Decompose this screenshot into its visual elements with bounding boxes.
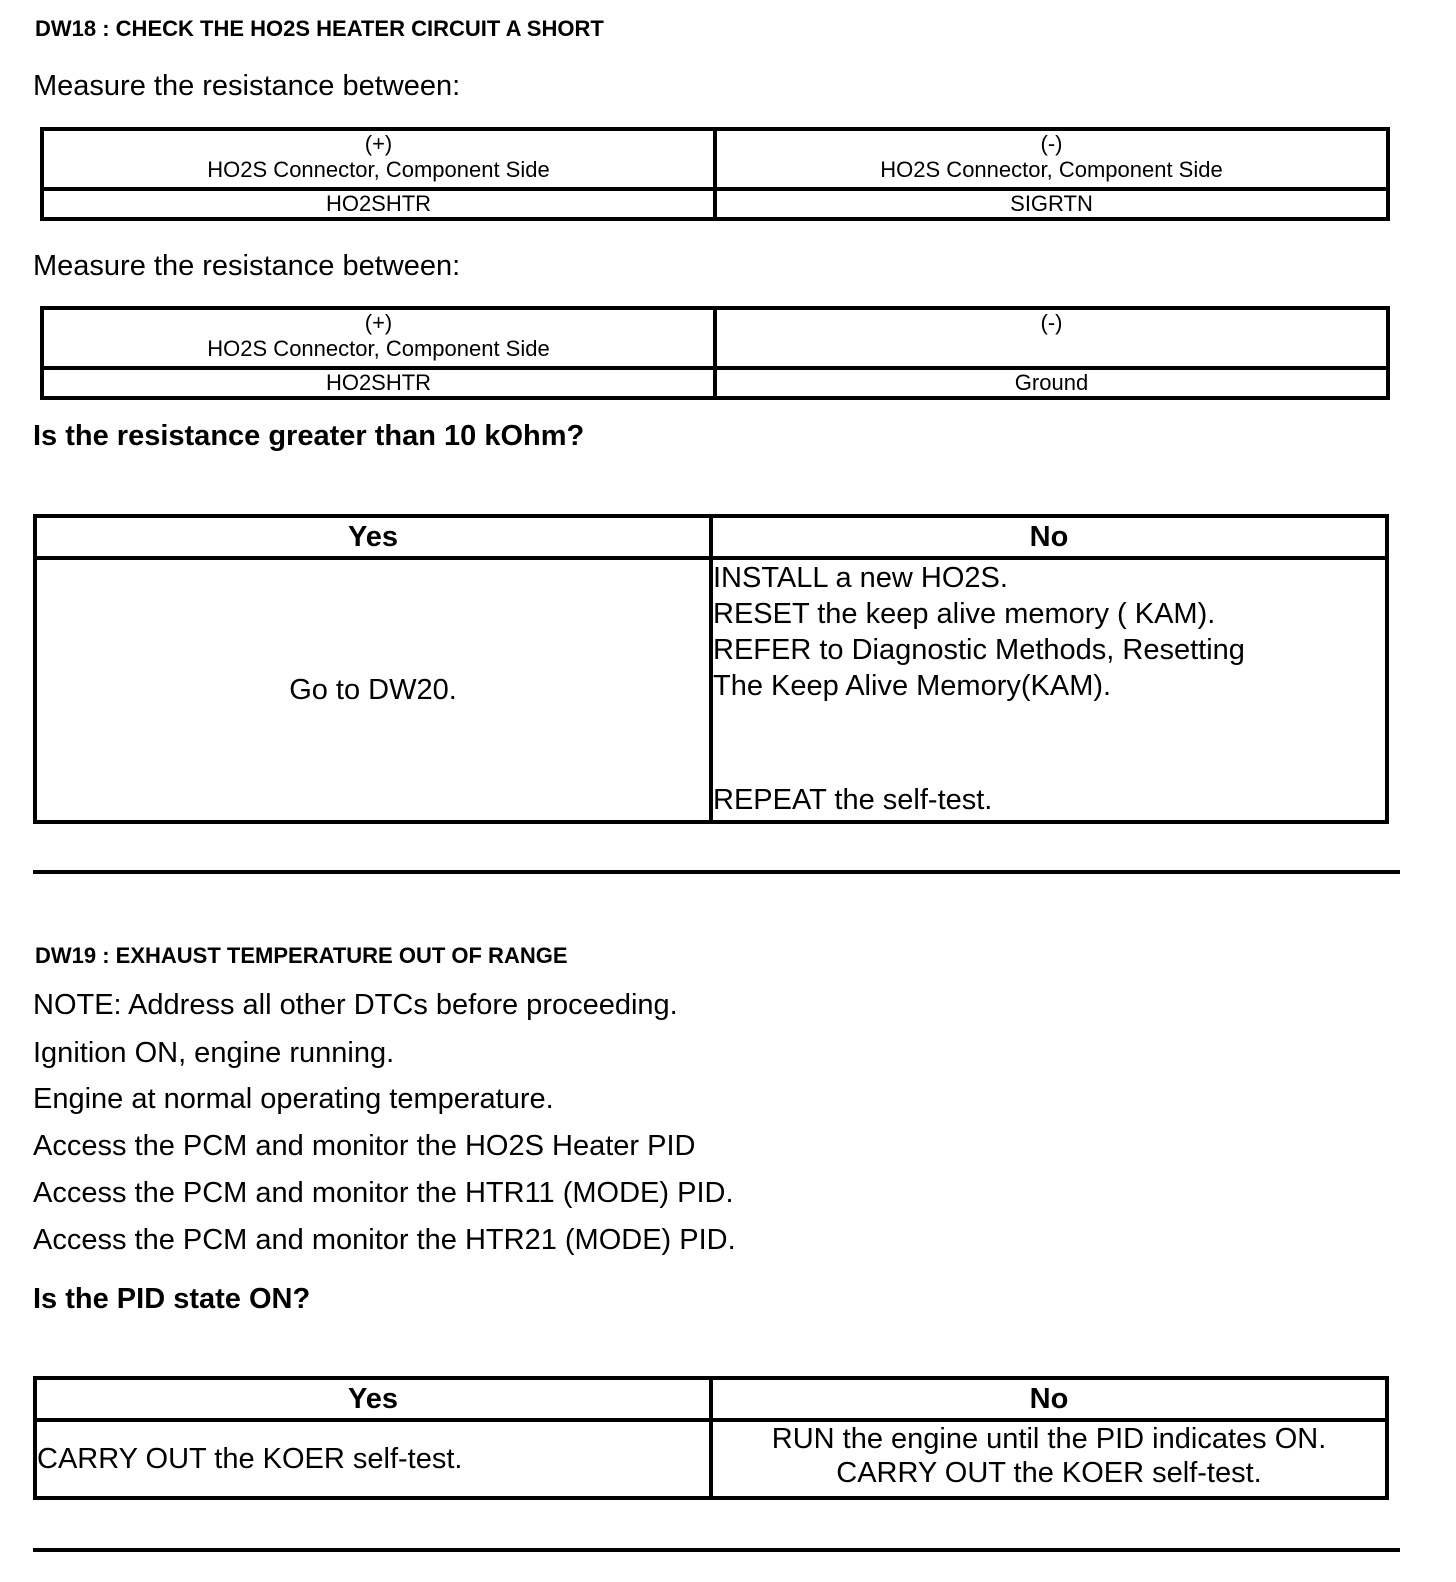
- dw19-title: DW19 : EXHAUST TEMPERATURE OUT OF RANGE: [35, 943, 568, 968]
- dw19-line: Engine at normal operating temperature.: [33, 1083, 554, 1115]
- no-cell: [711, 558, 1387, 822]
- dw19-line: Access the PCM and monitor the HTR11 (MODE) PID.: [33, 1177, 734, 1209]
- plus-cell: [42, 308, 715, 368]
- section-divider: [33, 870, 1400, 874]
- yes-header: Yes: [35, 1378, 711, 1420]
- plus-pin: HO2SHTR: [42, 368, 715, 398]
- no-line: RUN the engine until the PID indicates ON.: [771, 1423, 1327, 1455]
- no-cell: [711, 1420, 1387, 1498]
- section-divider: [33, 1548, 1400, 1552]
- dw19-line: Access the PCM and monitor the HTR21 (MODE) PID.: [33, 1224, 736, 1256]
- no-header: No: [711, 1378, 1387, 1420]
- no-line: REFER to Diagnostic Methods, Resetting: [713, 634, 1245, 666]
- dw18-question: Is the resistance greater than 10 kOhm?: [33, 420, 585, 452]
- minus-sign: (-): [1040, 310, 1063, 335]
- plus-label: HO2S Connector, Component Side: [207, 157, 550, 182]
- dw19-result-table: [33, 1376, 1389, 1500]
- measurement-table-2: [40, 306, 1390, 400]
- measure-instruction-2: Measure the resistance between:: [33, 250, 461, 282]
- minus-sign: (-): [1040, 131, 1063, 156]
- measure-instruction-1: Measure the resistance between:: [33, 70, 461, 102]
- yes-header: Yes: [35, 516, 711, 558]
- dw19-line: Ignition ON, engine running.: [33, 1037, 395, 1069]
- minus-pin: SIGRTN: [715, 189, 1388, 219]
- minus-label: HO2S Connector, Component Side: [880, 157, 1223, 182]
- yes-cell: CARRY OUT the KOER self-test.: [35, 1420, 711, 1498]
- no-line: The Keep Alive Memory(KAM).: [713, 670, 1112, 702]
- minus-pin: Ground: [715, 368, 1388, 398]
- measurement-table-1: [40, 127, 1390, 221]
- minus-cell: [715, 308, 1388, 368]
- plus-label: HO2S Connector, Component Side: [207, 336, 550, 361]
- no-line: RESET the keep alive memory ( KAM).: [713, 598, 1216, 630]
- no-header: No: [711, 516, 1387, 558]
- yes-cell: Go to DW20.: [35, 558, 711, 822]
- dw18-result-table: [33, 514, 1389, 824]
- no-line: REPEAT the self-test.: [713, 784, 993, 816]
- no-line: INSTALL a new HO2S.: [713, 562, 1008, 594]
- plus-pin: HO2SHTR: [42, 189, 715, 219]
- dw19-question: Is the PID state ON?: [33, 1283, 311, 1315]
- dw18-title: DW18 : CHECK THE HO2S HEATER CIRCUIT A SHORT: [35, 16, 604, 41]
- plus-sign: (+): [364, 131, 393, 156]
- dw19-line: Access the PCM and monitor the HO2S Heater PID: [33, 1130, 696, 1162]
- minus-cell: [715, 129, 1388, 189]
- no-line: CARRY OUT the KOER self-test.: [836, 1457, 1262, 1489]
- plus-sign: (+): [364, 310, 393, 335]
- plus-cell: [42, 129, 715, 189]
- dw19-line: NOTE: Address all other DTCs before proceeding.: [33, 989, 678, 1021]
